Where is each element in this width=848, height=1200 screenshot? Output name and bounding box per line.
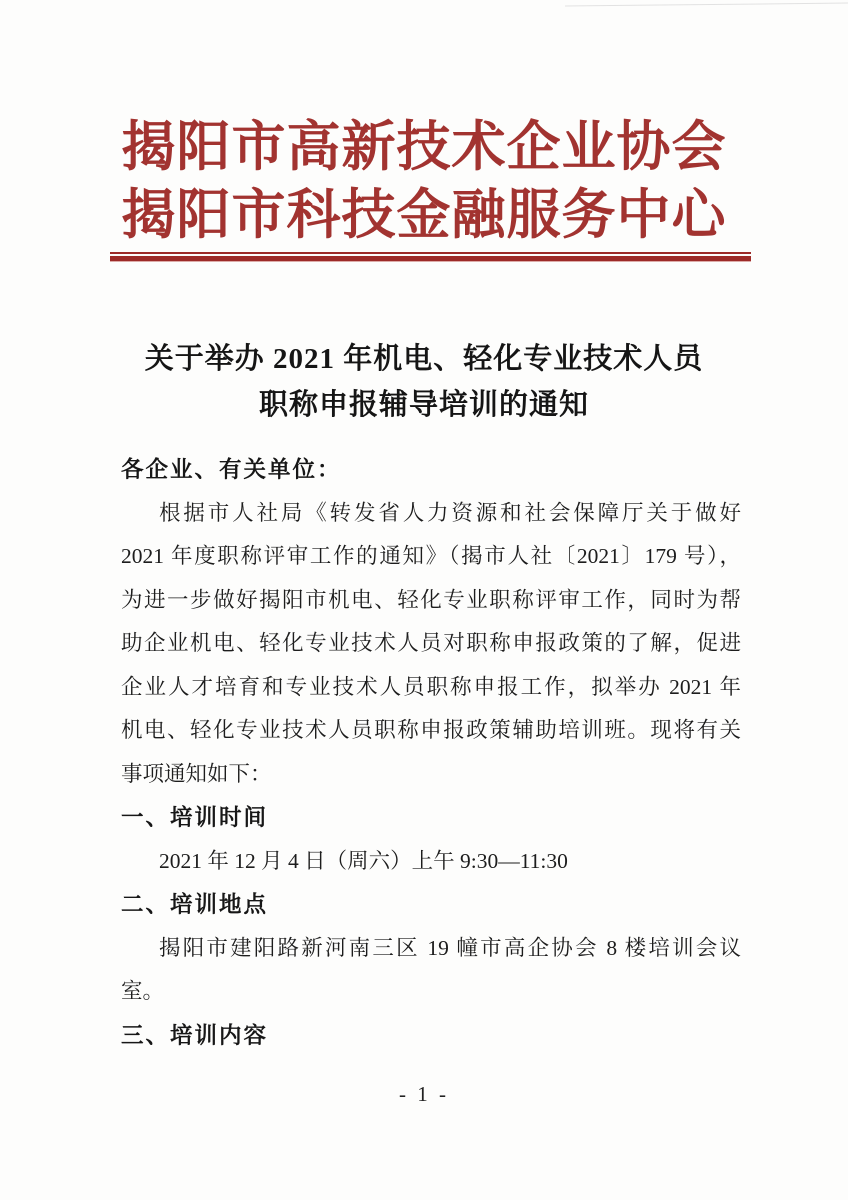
- letterhead-org-name-2: 揭阳市科技金融服务中心: [121, 185, 727, 245]
- paragraph-line: 机电、轻化专业技术人员职称申报政策辅助培训班。现将有关: [121, 718, 741, 742]
- training-time-text: 2021 年 12 月 4 日（周六）上午 9:30—11:30: [159, 848, 568, 873]
- rule-light-edge: [110, 261, 751, 262]
- paragraph-line: 根据市人社局《转发省人力资源和社会保障厅关于做好: [159, 500, 741, 525]
- salutation: 各企业、有关单位：: [121, 457, 342, 482]
- page-number: - 1 -: [399, 1082, 449, 1106]
- training-venue-text-2: 室。: [121, 979, 165, 1003]
- paragraph-line: 2021 年度职称评审工作的通知》（揭市人社〔2021〕179 号），: [121, 544, 741, 568]
- section-3-heading: 三、培训内容: [121, 1022, 269, 1048]
- paragraph-line: 企业人才培育和专业技术人员职称申报工作，拟举办 2021 年: [121, 674, 741, 699]
- paragraph-line: 事项通知如下：: [121, 761, 272, 786]
- letterhead-double-rule: [110, 252, 751, 262]
- section-1-heading: 一、培训时间: [121, 805, 269, 830]
- document-title-line-1: 关于举办 2021 年机电、轻化专业技术人员: [144, 343, 704, 375]
- section-2-heading: 二、培训地点: [121, 892, 269, 917]
- document-title: [0, 336, 848, 428]
- paragraph-line: 为进一步做好揭阳市机电、轻化专业职称评审工作，同时为帮: [121, 587, 741, 612]
- paragraph-line: 助企业机电、轻化专业技术人员对职称申报政策的了解，促进: [121, 631, 741, 655]
- document-body: [121, 448, 741, 1057]
- training-venue-text: 揭阳市建阳路新河南三区 19 幢市高企协会 8 楼培训会议: [159, 935, 741, 960]
- letterhead: [0, 113, 848, 249]
- letterhead-org-name-1: 揭阳市高新技术企业协会: [121, 117, 727, 177]
- document-title-line-2: 职称申报辅导培训的通知: [258, 389, 589, 421]
- scan-artifact-line: [565, 2, 848, 6]
